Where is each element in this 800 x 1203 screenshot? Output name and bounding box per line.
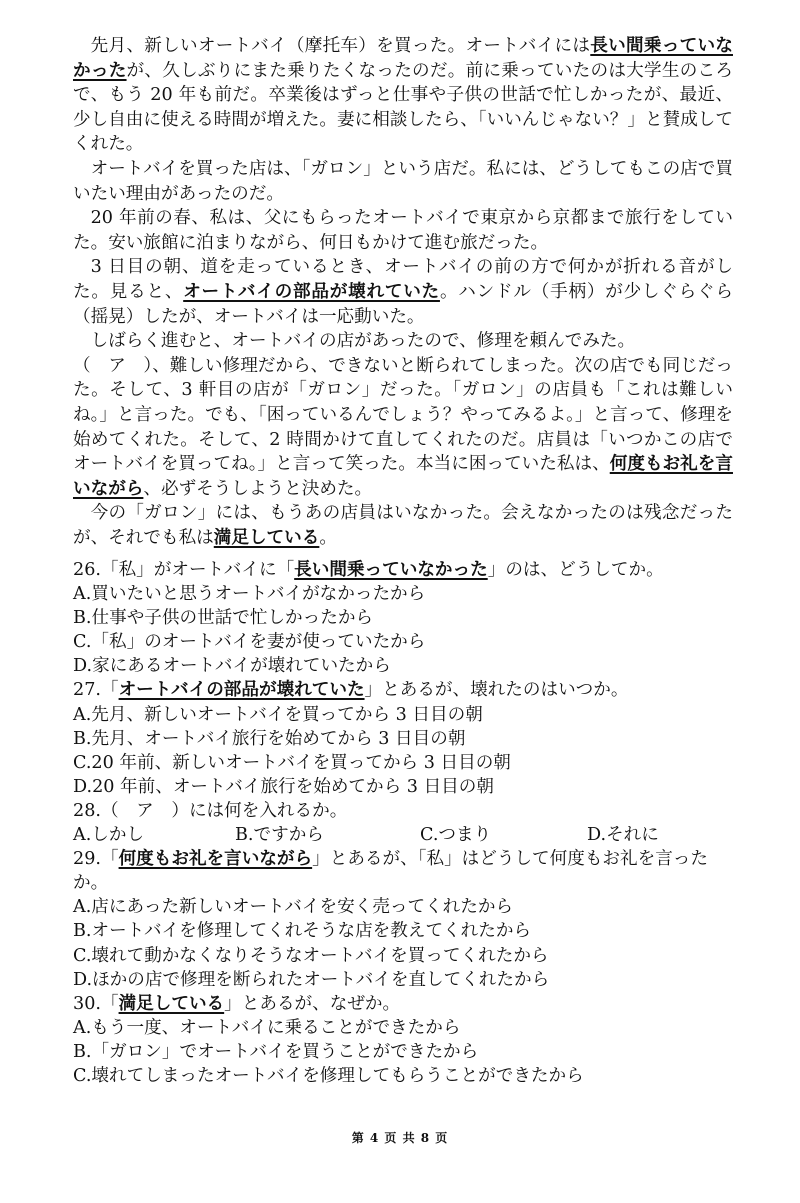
question-30 <box>73 992 733 1016</box>
option-27-c: C.20 年前、新しいオートバイを買ってから 3 日目の朝 <box>73 752 511 773</box>
option-27-a: A.先月、新しいオートバイを買ってから 3 日目の朝 <box>73 704 483 725</box>
underlined-phrase: 長い間乗っていなかった <box>73 35 733 81</box>
text: 30.「 <box>73 993 119 1014</box>
text: （ ア ）、難しい修理だから、できないと断られてしまった。次の店でも同じだった。そして、3 軒目の店が「ガロン」だった。「ガロン」の店員も「これは難しいね。」と言った。でも、「困っているんでしょう？やってみるよ。」と言って、修理を始めてくれた。そして、2 時間かけて直してくれたのだ。店員は「いつかこの店でオートバイを買ってね。」と言って笑った。本当に困っていた私は、 <box>73 355 733 475</box>
underlined-phrase: 満足している <box>213 526 320 548</box>
paragraph-2: オートバイを買った店は、「ガロン」という店だ。私には、どうしてもこの店で買いたい理由があったのだ。 <box>73 158 733 204</box>
option-29-d: D.ほかの店で修理を断られたオートバイを直してくれたから <box>73 969 550 990</box>
reading-passage <box>73 34 733 550</box>
text: 27.「 <box>73 680 119 701</box>
question-29 <box>73 847 733 895</box>
underlined-phrase: 何度もお礼を言いながら <box>73 453 733 499</box>
option-26-b: B.仕事や子供の世話で忙しかったから <box>73 608 374 629</box>
paragraph-3: 20 年前の春、私は、父にもらったオートバイで東京から京都まで旅行をしていた。安い旅館に泊まりながら、何日もかけて進む旅だった。 <box>73 208 733 253</box>
paragraph-7 <box>73 501 733 550</box>
options-28 <box>73 823 733 847</box>
text: 」とあるが、壊れたのはいつか。 <box>364 680 629 701</box>
option-28-a: A.しかし <box>73 825 145 846</box>
text: 」とあるが、「私」はどうして何度もお礼を言ったか。 <box>73 849 708 894</box>
question-27 <box>73 678 733 702</box>
underlined-phrase: 満足している <box>118 992 225 1014</box>
text: 、必ずそうしようと決めた。 <box>143 478 373 499</box>
text: 」のは、どうしてか。 <box>487 560 664 580</box>
option-26-c: C.「私」のオートバイを妻が使っていたから <box>73 632 426 653</box>
underlined-phrase: 何度もお礼を言いながら <box>118 848 313 870</box>
question-26 <box>73 558 733 582</box>
underlined-phrase: 長い間乗っていなかった <box>294 559 488 580</box>
text: 。 <box>319 527 337 548</box>
option-27-b: B.先月、オートバイ旅行を始めてから 3 日目の朝 <box>73 728 466 749</box>
option-27-d: D.20 年前、オートバイ旅行を始めてから 3 日目の朝 <box>73 776 494 797</box>
text: 今の「ガロン」には、もうあの店員はいなかった。会えなかったのは残念だったが、それでも私は <box>73 503 733 548</box>
text: 。ハンドル（手柄）が少しぐらぐら（摇晃）したが、オートバイは一応動いた。 <box>73 281 733 327</box>
text: 先月、新しいオートバイ（摩托车）を買った。オートバイには <box>90 36 591 56</box>
text: 29.「 <box>73 849 119 870</box>
option-26-d: D.家にあるオートバイが壊れていたから <box>73 656 391 677</box>
question-list <box>73 558 733 1088</box>
option-30-a: A.もう一度、オートバイに乗ることができたから <box>73 1017 461 1038</box>
underlined-phrase: オートバイの部品が壊れていた <box>183 280 440 302</box>
option-28-d: D.それに <box>587 825 659 846</box>
option-29-b: B.オートバイを修理してくれそうな店を教えてくれたから <box>73 921 532 942</box>
option-28-b: B.ですから <box>235 825 324 846</box>
option-29-c: C.壊れて動かなくなりそうなオートバイを買ってくれたから <box>73 945 549 966</box>
option-29-a: A.店にあった新しいオートバイを安く売ってくれたから <box>73 897 514 918</box>
question-28: 28.（ ア ）には何を入れるか。 <box>73 800 348 821</box>
paragraph-6 <box>73 354 733 502</box>
option-28-c: C.つまり <box>420 825 492 846</box>
text: 3 日目の朝、道を走っているとき、オートバイの前の方で何かが折れる音がした。見ると、 <box>73 257 733 302</box>
option-30-b: B.「ガロン」でオートバイを買うことができたから <box>73 1041 479 1062</box>
option-26-a: A.買いたいと思うオートバイがなかったから <box>73 584 426 605</box>
paragraph-4 <box>73 255 733 329</box>
text: が、久しぶりにまた乗りたくなったのだ。前に乗っていたのは大学生のころで、もう 20 年も前だ。卒業後はずっと仕事や子供の世話で忙しかったが、最近、少し自由に使える時間が増えた。妻に相談したら、「いいんじゃない？」と賛成してくれた。 <box>73 60 733 155</box>
underlined-phrase: オートバイの部品が壊れていた <box>118 679 365 701</box>
option-30-c: C.壊れてしまったオートバイを修理してもらうことができたから <box>73 1065 584 1086</box>
page-footer: 第 4 页 共 8 页 <box>351 1131 449 1145</box>
text: 」とあるが、なぜか。 <box>224 993 401 1014</box>
text: 26.「私」がオートバイに「 <box>73 560 295 580</box>
paragraph-1 <box>73 34 733 157</box>
paragraph-5: しばらく進むと、オートバイの店があったので、修理を頼んでみた。 <box>90 331 636 352</box>
